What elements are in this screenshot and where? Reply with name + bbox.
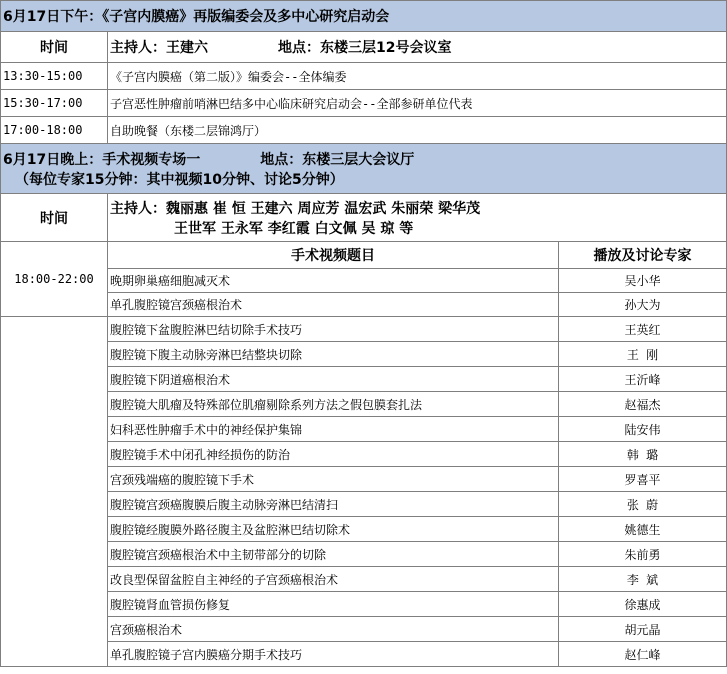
- talk-expert: 张 蔚: [559, 492, 727, 517]
- talk-expert: 孙大为: [559, 293, 727, 317]
- section1-location: 地点：东楼三层12号会议室: [278, 40, 452, 56]
- talk-topic: 改良型保留盆腔自主神经的子宫颈癌根治术: [108, 567, 559, 592]
- talks-header-row: [1, 242, 727, 269]
- talk-topic: 腹腔镜手术中闭孔神经损伤的防治: [108, 442, 559, 467]
- talk-expert: 徐惠成: [559, 592, 727, 617]
- section1-host: 主持人：王建六: [110, 40, 208, 56]
- talk-row: [1, 592, 727, 617]
- talk-row: [1, 367, 727, 392]
- talk-expert: 胡元晶: [559, 617, 727, 642]
- talk-topic: 腹腔镜下盆腹腔淋巴结切除手术技巧: [108, 317, 559, 342]
- talk-topic: 妇科恶性肿瘤手术中的神经保护集锦: [108, 417, 559, 442]
- talk-expert: 陆安伟: [559, 417, 727, 442]
- talk-row: [1, 442, 727, 467]
- section2-header: [1, 144, 727, 194]
- talk-row: [1, 392, 727, 417]
- section1-row: [1, 90, 727, 117]
- section2-hosts: [108, 194, 727, 242]
- section2-location: 地点：东楼三层大会议厅: [260, 151, 415, 168]
- talk-row: [1, 467, 727, 492]
- talk-row: [1, 542, 727, 567]
- time-header: 时间: [1, 32, 108, 63]
- talk-expert: 赵仁峰: [559, 642, 727, 667]
- section1-row: [1, 117, 727, 144]
- talk-expert: 韩 璐: [559, 442, 727, 467]
- talk-expert: 李 斌: [559, 567, 727, 592]
- time-header: 时间: [1, 194, 108, 242]
- talk-row: [1, 517, 727, 542]
- section1-host-location: [108, 32, 727, 63]
- section1-info-row: [1, 32, 727, 63]
- talk-topic: 单孔腹腔镜宫颈癌根治术: [108, 293, 559, 317]
- row-content: 子宫恶性肿瘤前哨淋巴结多中心临床研究启动会--全部参研单位代表: [108, 90, 727, 117]
- talk-expert: 王沂峰: [559, 367, 727, 392]
- time-blank-cell: [1, 317, 108, 667]
- section1-header-row: [1, 1, 727, 32]
- talk-topic: 腹腔镜宫颈癌腹膜后腹主动脉旁淋巴结清扫: [108, 492, 559, 517]
- talk-topic: 腹腔镜大肌瘤及特殊部位肌瘤剔除系列方法之假包膜套扎法: [108, 392, 559, 417]
- talk-topic: 腹腔镜下腹主动脉旁淋巴结整块切除: [108, 342, 559, 367]
- section1-row: [1, 63, 727, 90]
- talk-row: [1, 269, 727, 293]
- talk-row: [1, 317, 727, 342]
- section2-title: 6月17日晚上：手术视频专场一: [3, 151, 201, 168]
- talk-expert: 赵福杰: [559, 392, 727, 417]
- section1-title: 6月17日下午：《子宫内膜癌》再版编委会及多中心研究启动会: [1, 1, 727, 32]
- talk-expert: 吴小华: [559, 269, 727, 293]
- talk-topic: 腹腔镜下阴道癌根治术: [108, 367, 559, 392]
- talk-topic: 腹腔镜宫颈癌根治术中主韧带部分的切除: [108, 542, 559, 567]
- talk-topic: 宫颈癌根治术: [108, 617, 559, 642]
- talk-topic: 腹腔镜经腹膜外路径腹主及盆腔淋巴结切除术: [108, 517, 559, 542]
- talk-row: [1, 492, 727, 517]
- section2-time: 18:00-22:00: [1, 242, 108, 317]
- row-content: 自助晚餐（东楼二层锦鸿厅）: [108, 117, 727, 144]
- section2-subtitle: （每位专家15分钟：其中视频10分钟、讨论5分钟）: [15, 171, 344, 188]
- hosts-line-1: 主持人：魏丽惠 崔 恒 王建六 周应芳 温宏武 朱丽荣 梁华茂: [110, 200, 481, 217]
- talk-row: [1, 642, 727, 667]
- talk-topic: 单孔腹腔镜子宫内膜癌分期手术技巧: [108, 642, 559, 667]
- talk-topic: 宫颈残端癌的腹腔镜下手术: [108, 467, 559, 492]
- talk-topic: 腹腔镜肾血管损伤修复: [108, 592, 559, 617]
- talk-row: [1, 617, 727, 642]
- talk-expert: 王 刚: [559, 342, 727, 367]
- talk-expert: 姚德生: [559, 517, 727, 542]
- row-time: 13:30-15:00: [1, 63, 108, 90]
- row-content: 《子宫内膜癌（第二版）》编委会--全体编委: [108, 63, 727, 90]
- talk-row: [1, 342, 727, 367]
- hosts-line-2: 王世军 王永军 李红霞 白文佩 吴 琼 等: [174, 220, 414, 237]
- section2-header-row: [1, 144, 727, 194]
- talk-row: [1, 567, 727, 592]
- talk-expert: 王英红: [559, 317, 727, 342]
- section2-host-row: [1, 194, 727, 242]
- talk-row: [1, 293, 727, 317]
- row-time: 15:30-17:00: [1, 90, 108, 117]
- row-time: 17:00-18:00: [1, 117, 108, 144]
- col-topic-header: 手术视频题目: [108, 242, 559, 269]
- talk-topic: 晚期卵巢癌细胞减灭术: [108, 269, 559, 293]
- talk-row: [1, 417, 727, 442]
- talk-expert: 罗喜平: [559, 467, 727, 492]
- col-expert-header: 播放及讨论专家: [559, 242, 727, 269]
- talk-expert: 朱前勇: [559, 542, 727, 567]
